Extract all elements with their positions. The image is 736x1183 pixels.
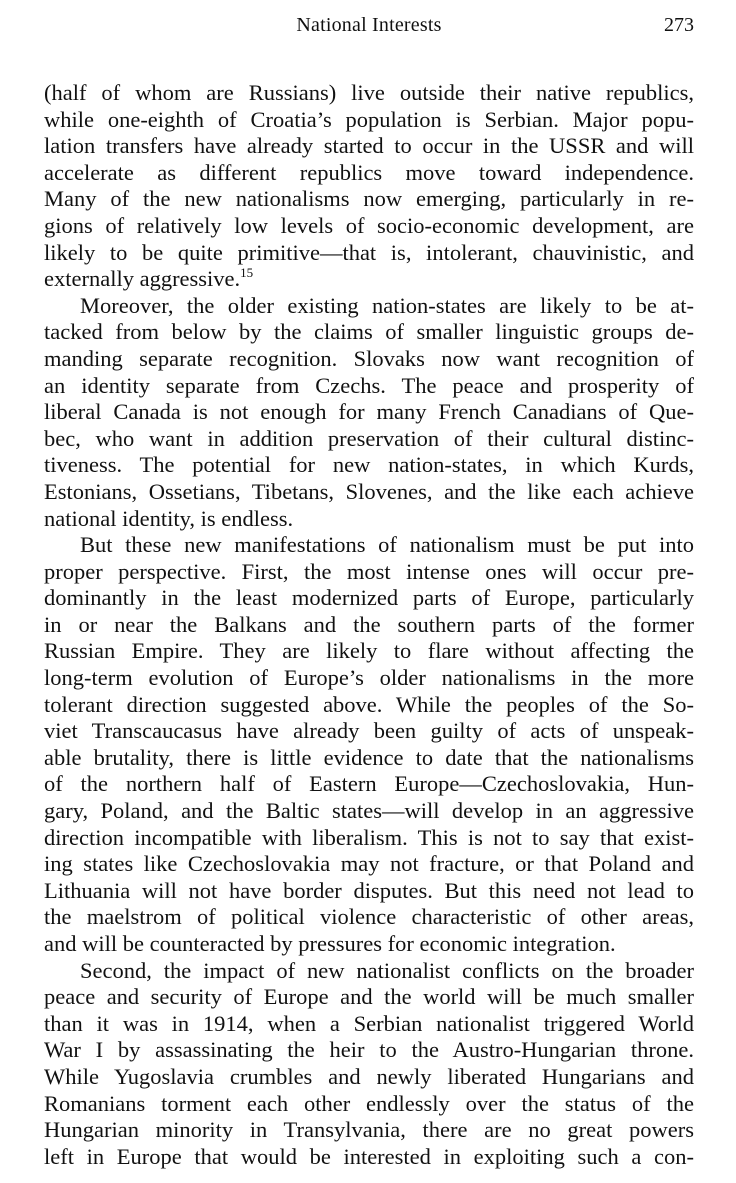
text-line xyxy=(44,293,694,320)
line-text: Estonians, Ossetians, Tibetans, Slovenes, and the like each achieve xyxy=(44,478,694,504)
line-text: Second, the impact of new nationalist conflicts on the broader xyxy=(80,957,694,983)
page-number: 273 xyxy=(664,14,694,36)
text-line xyxy=(44,1064,694,1091)
line-text: gary, Poland, and the Baltic states—will develop in an aggressive xyxy=(44,798,694,824)
line-text: ing states like Czechoslovakia may not fracture, or that Poland and xyxy=(44,851,694,877)
text-line xyxy=(44,745,694,772)
text-line xyxy=(44,665,694,692)
text-line xyxy=(44,585,694,612)
line-text: viet Transcaucasus have already been guilty of acts of unspeak- xyxy=(44,718,694,744)
line-text: tolerant direction suggested above. While the peoples of the So- xyxy=(44,691,694,717)
text-line xyxy=(44,638,694,665)
line-text: than it was in 1914, when a Serbian nationalist triggered World xyxy=(44,1010,694,1036)
line-text: national identity, is endless. xyxy=(44,505,294,531)
line-text: tacked from below by the claims of smaller linguistic groups de- xyxy=(44,319,694,345)
text-line xyxy=(44,373,694,400)
line-text: Moreover, the older existing nation-states are likely to be at- xyxy=(80,292,694,318)
line-text: an identity separate from Czechs. The peace and prosperity of xyxy=(44,372,694,398)
body-text xyxy=(44,80,694,1170)
line-text: Lithuania will not have border disputes. But this need not lead to xyxy=(44,877,694,903)
text-line xyxy=(44,1037,694,1064)
text-line xyxy=(44,798,694,825)
text-line xyxy=(44,240,694,267)
text-line xyxy=(44,931,694,958)
line-text: likely to be quite primitive—that is, intolerant, chauvinistic, and xyxy=(44,239,694,265)
line-text: proper perspective. First, the most intense ones will occur pre- xyxy=(44,558,694,584)
line-text: bec, who want in addition preservation of their cultural distinc- xyxy=(44,425,694,451)
line-text: peace and security of Europe and the world will be much smaller xyxy=(44,984,694,1010)
text-line xyxy=(44,692,694,719)
footnote-marker: 15 xyxy=(240,265,254,281)
text-line xyxy=(44,266,694,293)
line-text: lation transfers have already started to occur in the USSR and will xyxy=(44,133,694,159)
text-line xyxy=(44,718,694,745)
line-text: long-term evolution of Europe’s older nationalisms in the more xyxy=(44,665,694,691)
text-line xyxy=(44,399,694,426)
text-line xyxy=(44,80,694,107)
line-text: While Yugoslavia crumbles and newly liberated Hungarians and xyxy=(44,1063,694,1089)
text-line xyxy=(44,426,694,453)
running-title: National Interests xyxy=(296,14,442,36)
text-line xyxy=(44,346,694,373)
text-line xyxy=(44,319,694,346)
text-line xyxy=(44,825,694,852)
text-line xyxy=(44,452,694,479)
line-text: liberal Canada is not enough for many French Canadians of Que- xyxy=(44,399,694,425)
line-text: able brutality, there is little evidence to date that the nationalisms xyxy=(44,744,694,770)
text-line xyxy=(44,532,694,559)
line-text: Romanians torment each other endlessly over the status of the xyxy=(44,1090,694,1116)
line-text: Russian Empire. They are likely to flare without affecting the xyxy=(44,638,694,664)
line-text: War I by assassinating the heir to the Austro-Hungarian throne. xyxy=(44,1037,694,1063)
line-text: externally aggressive. xyxy=(44,266,241,292)
text-line xyxy=(44,186,694,213)
text-line xyxy=(44,1144,694,1171)
line-text: accelerate as different republics move toward independence. xyxy=(44,159,694,185)
line-text: left in Europe that would be interested in exploiting such a con- xyxy=(44,1143,694,1169)
line-text: Many of the new nationalisms now emerging, particularly in re- xyxy=(44,186,694,212)
text-line xyxy=(44,1091,694,1118)
line-text: But these new manifestations of nationalism must be put into xyxy=(80,532,694,558)
running-head xyxy=(44,14,694,44)
line-text: tiveness. The potential for new nation-states, in which Kurds, xyxy=(44,452,694,478)
text-line xyxy=(44,1117,694,1144)
text-line xyxy=(44,904,694,931)
text-line xyxy=(44,878,694,905)
text-line xyxy=(44,771,694,798)
text-line xyxy=(44,479,694,506)
text-line xyxy=(44,1011,694,1038)
text-line xyxy=(44,559,694,586)
line-text: in or near the Balkans and the southern parts of the former xyxy=(44,611,694,637)
text-line xyxy=(44,984,694,1011)
text-line xyxy=(44,958,694,985)
text-line xyxy=(44,213,694,240)
line-text: dominantly in the least modernized parts of Europe, particularly xyxy=(44,585,694,611)
line-text: and will be counteracted by pressures for economic integration. xyxy=(44,931,616,956)
text-line xyxy=(44,612,694,639)
line-text: while one-eighth of Croatia’s population is Serbian. Major popu- xyxy=(44,106,694,132)
text-line xyxy=(44,160,694,187)
line-text: of the northern half of Eastern Europe—Czechoslovakia, Hun- xyxy=(44,771,694,797)
line-text: Hungarian minority in Transylvania, there are no great powers xyxy=(44,1117,694,1143)
line-text: gions of relatively low levels of socio-economic development, are xyxy=(44,212,694,238)
line-text: manding separate recognition. Slovaks now want recognition of xyxy=(44,345,694,371)
text-line xyxy=(44,133,694,160)
line-text: the maelstrom of political violence characteristic of other areas, xyxy=(44,904,694,930)
text-line xyxy=(44,107,694,134)
text-line xyxy=(44,506,694,533)
text-line xyxy=(44,851,694,878)
line-text: (half of whom are Russians) live outside their native republics, xyxy=(44,80,694,105)
line-text: direction incompatible with liberalism. This is not to say that exist- xyxy=(44,824,694,850)
